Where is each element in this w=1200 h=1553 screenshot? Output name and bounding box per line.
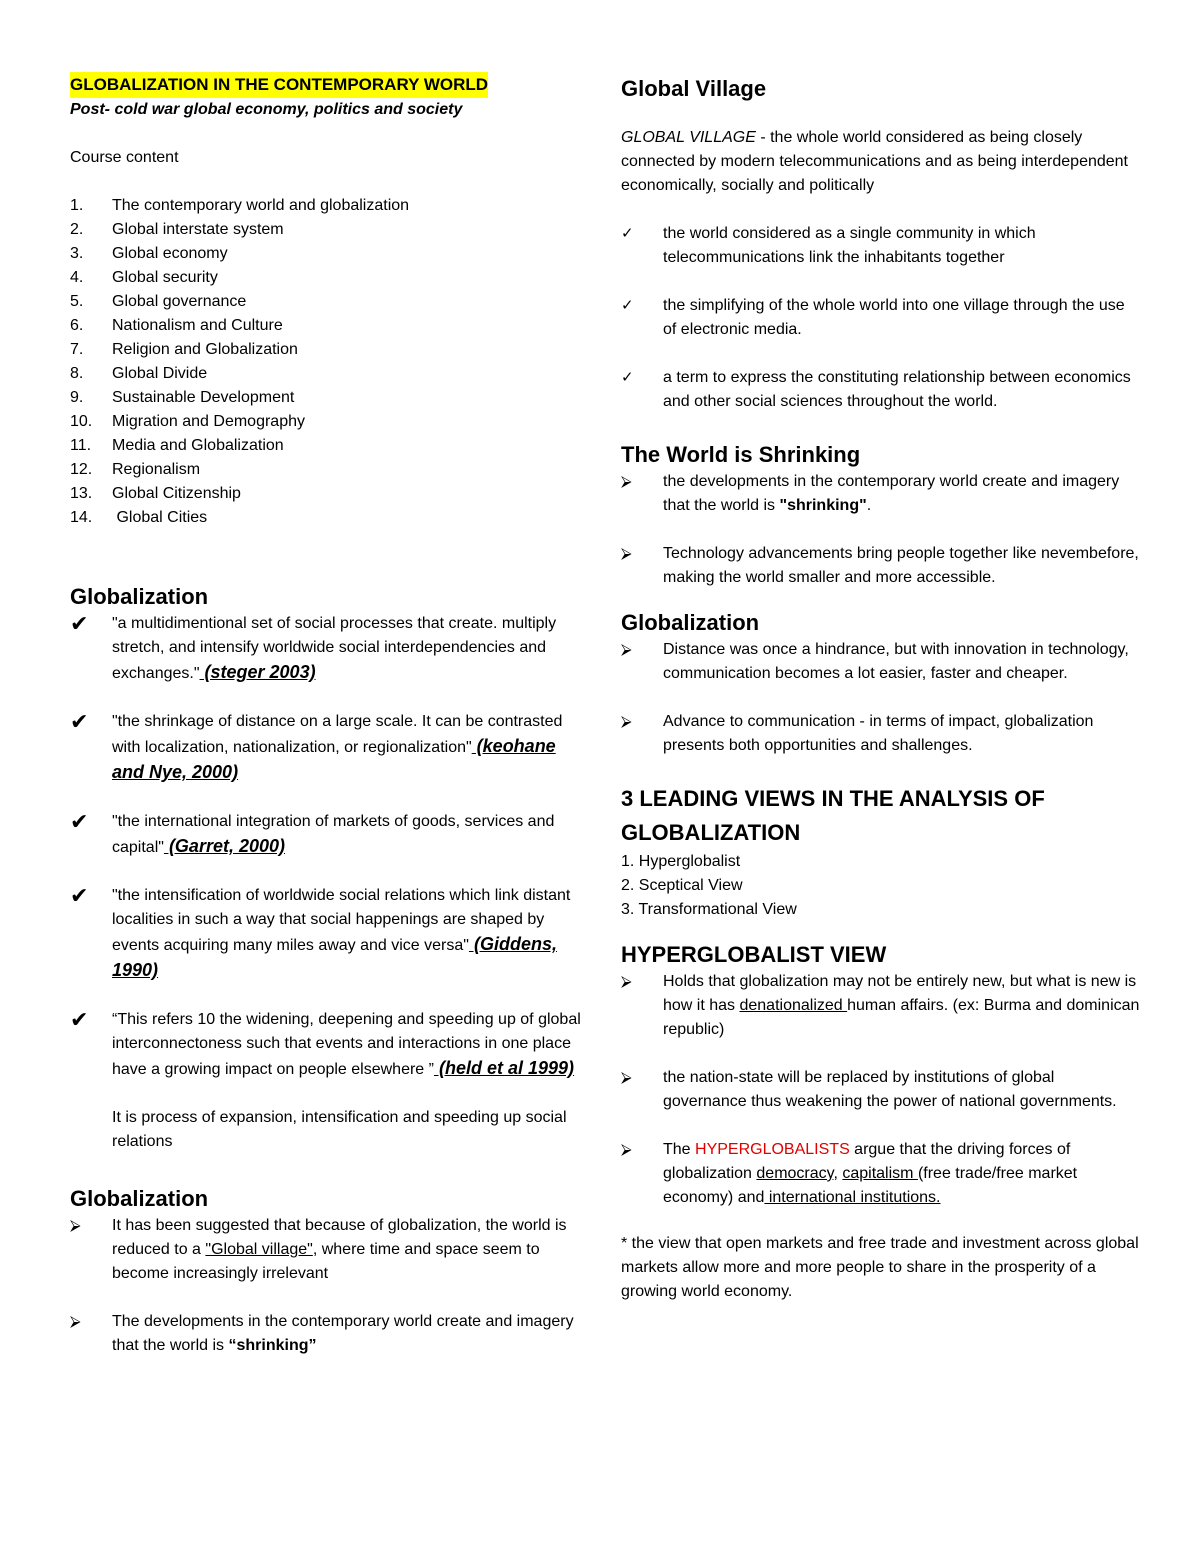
- list-item: 6. Nationalism and Culture: [70, 317, 283, 334]
- arrow-icon: ⮚: [621, 973, 632, 990]
- list-item: 10. Migration and Demography: [70, 413, 305, 430]
- list-item: ⮚ Holds that globalization may not be entirely new, but what is new is how it has denationalized human affairs. (ex: Burma and dominican republic): [621, 970, 1141, 1042]
- list-item: 2. Global interstate system: [70, 221, 284, 238]
- list-item: 3. Global economy: [70, 245, 228, 262]
- list-item: ⮚ It has been suggested that because of globalization, the world is reduced to a "Global village", where time and space seem to become increasingly irrelevant: [70, 1214, 585, 1286]
- list-item: ⮚ Technology advancements bring people together like nevembefore, making the world smaller and more accessible.: [621, 542, 1141, 590]
- list-item: ✓ the simplifying of the whole world into one village through the use of electronic media.: [621, 294, 1141, 342]
- arrow-icon: ⮚: [621, 473, 632, 490]
- check-icon: ✔: [70, 1007, 89, 1032]
- list-item: 5. Global governance: [70, 293, 247, 310]
- arrow-icon: ⮚: [621, 641, 632, 658]
- list-item: ⮚ Distance was once a hindrance, but with innovation in technology, communication becomes a lot easier, faster and cheaper.: [621, 638, 1141, 686]
- leading-views-heading: 3 LEADING VIEWS IN THE ANALYSIS OF GLOBALIZATION: [621, 786, 1045, 845]
- global-village-definition: GLOBAL VILLAGE - the whole world considered as being closely connected by modern telecommunications and as being interdependent economically, socially and politically: [621, 129, 1128, 194]
- list-item: 9. Sustainable Development: [70, 389, 295, 406]
- definition-item: ✔ "the intensification of worldwide social relations which link distant localities in such a way that social happenings are shaped by events acquiring many miles away and vice versa" (Giddens, 1990): [70, 884, 585, 984]
- list-item: ⮚ The HYPERGLOBALISTS argue that the driving forces of globalization democracy, capitalism (free trade/free market economy) and international institutions.: [621, 1138, 1141, 1210]
- list-item: ⮚ The developments in the contemporary world create and imagery that the world is “shrinking”: [70, 1310, 585, 1358]
- arrow-icon: ⮚: [621, 713, 632, 730]
- list-item: 3. Transformational View: [621, 901, 797, 918]
- list-item: ✓ a term to express the constituting relationship between economics and other social sciences throughout the world.: [621, 366, 1141, 414]
- check-icon: ✓: [621, 297, 634, 314]
- world-shrinking-heading: The World is Shrinking: [621, 442, 861, 467]
- right-column: [621, 72, 1141, 1304]
- list-item: 8. Global Divide: [70, 365, 208, 382]
- course-heading: Course content: [70, 149, 179, 166]
- check-icon: ✔: [70, 611, 89, 636]
- definition-item: ✔ "the international integration of markets of goods, services and capital" (Garret, 2000): [70, 810, 585, 860]
- definition-item: ✔ "the shrinkage of distance on a large scale. It can be contrasted with localization, nationalization, or regionalization" (keohane and Nye, 2000): [70, 710, 585, 786]
- globalization-heading-2: Globalization: [70, 1186, 209, 1211]
- list-item: 1. The contemporary world and globalization: [70, 197, 410, 214]
- arrow-icon: ⮚: [621, 1141, 632, 1158]
- list-item: ⮚ Advance to communication - in terms of impact, globalization presents both opportunities and shallenges.: [621, 710, 1141, 758]
- globalization-heading: Globalization: [70, 584, 209, 609]
- list-item: 1. Hyperglobalist: [621, 853, 741, 870]
- arrow-icon: ⮚: [621, 1069, 632, 1086]
- list-item: 2. Sceptical View: [621, 877, 743, 894]
- check-icon: ✓: [621, 225, 634, 242]
- process-note: It is process of expansion, intensification and speeding up social relations: [112, 1109, 567, 1150]
- check-icon: ✓: [621, 369, 634, 386]
- list-item: ⮚ the nation-state will be replaced by institutions of global governance thus weakening the power of national governments.: [621, 1066, 1141, 1114]
- hyperglobalist-heading: HYPERGLOBALIST VIEW: [621, 942, 887, 967]
- footnote: * the view that open markets and free trade and investment across global markets allow more and more people to share in the prosperity of a growing world economy.: [621, 1235, 1139, 1300]
- arrow-icon: ⮚: [70, 1313, 81, 1330]
- arrow-icon: ⮚: [621, 545, 632, 562]
- document-subtitle: Post- cold war global economy, politics and society: [70, 101, 463, 118]
- global-village-link-text: "Global village": [205, 1241, 313, 1258]
- list-item: 11. Media and Globalization: [70, 437, 284, 454]
- list-item: 12. Regionalism: [70, 461, 201, 478]
- list-item: ✓ the world considered as a single community in which telecommunications link the inhabitants together: [621, 222, 1141, 270]
- course-list: [70, 194, 585, 530]
- check-icon: ✔: [70, 809, 89, 834]
- list-item: 13. Global Citizenship: [70, 485, 241, 502]
- arrow-icon: ⮚: [70, 1217, 81, 1234]
- document-title: GLOBALIZATION IN THE CONTEMPORARY WORLD: [70, 72, 585, 98]
- list-item: 4. Global security: [70, 269, 218, 286]
- global-village-heading: Global Village: [621, 76, 767, 101]
- check-icon: ✔: [70, 709, 89, 734]
- definition-item: ✔ "a multidimentional set of social processes that create. multiply stretch, and intensify worldwide social interdependencies and exchanges." (steger 2003): [70, 612, 585, 686]
- list-item: 14. Global Cities: [70, 509, 208, 526]
- list-item: ⮚ the developments in the contemporary world create and imagery that the world is "shrinking".: [621, 470, 1141, 518]
- list-item: 7. Religion and Globalization: [70, 341, 298, 358]
- globalization-heading-3: Globalization: [621, 610, 760, 635]
- left-column: [70, 72, 585, 1358]
- definition-item: ✔ “This refers 10 the widening, deepening and speeding up of global interconnectoness such that events and interactions in one place have a growing impact on people elsewhere ” (held et al 1999): [70, 1008, 585, 1082]
- check-icon: ✔: [70, 883, 89, 908]
